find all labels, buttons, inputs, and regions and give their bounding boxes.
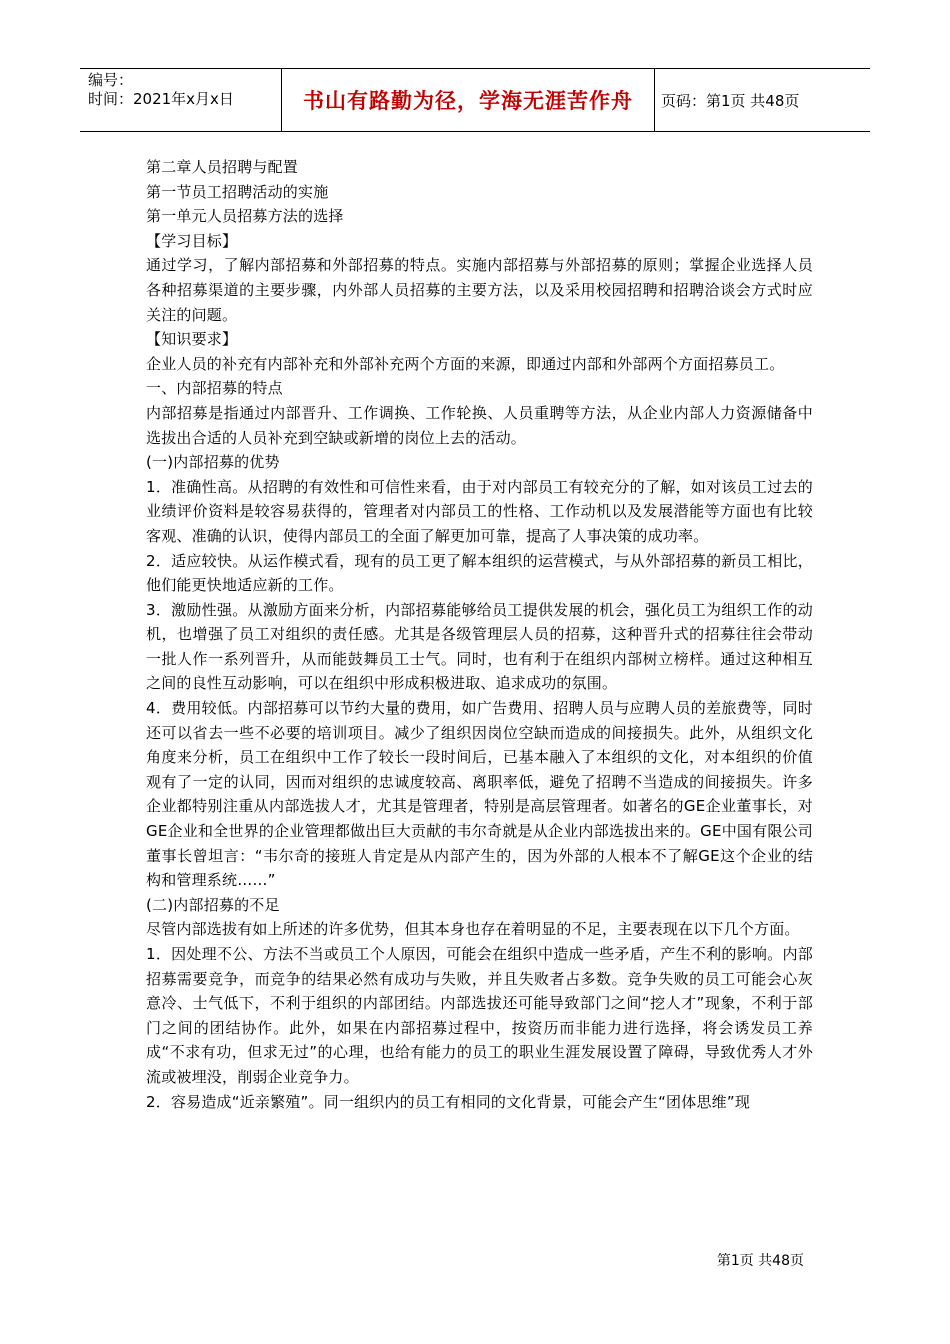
paragraph: 2．容易造成“近亲繁殖”。同一组织内的员工有相同的文化背景，可能会产生“团体思维”现	[146, 1092, 751, 1111]
learning-goals-heading: 【学习目标】	[146, 231, 238, 250]
header-page-label: 页码：第1页 共48页	[661, 91, 800, 110]
paragraph: 4．费用较低。内部招募可以节约大量的费用，如广告费用、招聘人员与应聘人员的差旅费等，同时还可以省去一些不必要的培训项目。减少了组织因岗位空缺而造成的间接损失。此外，从组织文化角度来分析，员工在组织中工作了较长一段时间后，已基本融入了本组织的文化，对本组织的价值观有了一定的认同，因而对组织的忠诚度较高、离职率低，避免了招聘不当造成的间接损失。许多企业都特别注重从内部选拔人才，尤其是管理者，特别是高层管理者。如著名的GE企业董事长，对GE企业和全世界的企业管理都做出巨大贡献的韦尔奇就是从企业内部选拔出来的。GE中国有限公司董事长曾坦言：“韦尔奇的接班人肯定是从内部产生的，因为外部的人根本不了解GE这个企业的结构和管理系统……”	[146, 699, 813, 890]
page-footer: 第1页 共48页	[716, 1253, 804, 1269]
knowledge-requirements-heading: 【知识要求】	[146, 330, 238, 349]
unit-title: 第一单元人员招募方法的选择	[146, 207, 344, 226]
document-number-label: 编号：	[88, 71, 134, 89]
header-motto: 书山有路勤为径，学海无涯苦作舟	[282, 69, 655, 131]
page-header	[80, 68, 870, 132]
paragraph: 通过学习，了解内部招募和外部招募的特点。实施内部招募与外部招募的原则；掌握企业选择人员各种招募渠道的主要步骤，内外部人员招募的主要方法，以及采用校园招聘和招聘洽谈会方式时应关注的问题。	[146, 256, 813, 324]
paragraph: 1．准确性高。从招聘的有效性和可信性来看，由于对内部员工有较充分的了解，如对该员工过去的业绩评价资料是较容易获得的，管理者对内部员工的性格、工作动机以及发展潜能等方面也有比较客观、准确的认识，使得内部员工的全面了解更加可靠，提高了人事决策的成功率。	[146, 477, 813, 545]
paragraph: 企业人员的补充有内部补充和外部补充两个方面的来源，即通过内部和外部两个方面招募员工。	[146, 354, 785, 373]
paragraph: 2．适应较快。从运作模式看，现有的员工更了解本组织的运营模式，与从外部招募的新员工相比，他们能更快地适应新的工作。	[146, 551, 813, 595]
section-title: 第一节员工招聘活动的实施	[146, 182, 329, 201]
subsection-heading: (一)内部招募的优势	[146, 453, 280, 472]
document-date-label: 时间：2021年x月x日	[88, 90, 234, 108]
subsection-heading: (二)内部招募的不足	[146, 895, 280, 914]
paragraph: 内部招募是指通过内部晋升、工作调换、工作轮换、人员重聘等方法，从企业内部人力资源储备中选拔出合适的人员补充到空缺或新增的岗位上去的活动。	[146, 403, 813, 447]
paragraph: 尽管内部选拔有如上所述的许多优势，但其本身也存在着明显的不足，主要表现在以下几个方面。	[146, 920, 800, 939]
header-meta	[80, 69, 282, 131]
paragraph: 3．激励性强。从激励方面来分析，内部招募能够给员工提供发展的机会，强化员工为组织工作的动机，也增强了员工对组织的责任感。尤其是各级管理层人员的招募，这种晋升式的招募往往会带动一批人作一系列晋升，从而能鼓舞员工士气。同时，也有利于在组织内部树立榜样。通过这种相互之间的良性互动影响，可以在组织中形成积极进取、追求成功的氛围。	[146, 600, 813, 693]
document-body	[146, 155, 813, 1114]
paragraph: 1．因处理不公、方法不当或员工个人原因，可能会在组织中造成一些矛盾，产生不利的影响。内部招募需要竞争，而竞争的结果必然有成功与失败，并且失败者占多数。竞争失败的员工可能会心灰意冷、士气低下，不利于组织的内部团结。内部选拔还可能导致部门之间“挖人才”现象，不利于部门之间的团结协作。此外，如果在内部招募过程中，按资历而非能力进行选择，将会诱发员工养成“不求有功，但求无过”的心理，也给有能力的员工的职业生涯发展设置了障碍，导致优秀人才外流或被埋没，削弱企业竞争力。	[146, 945, 813, 1086]
subsection-heading: 一、内部招募的特点	[146, 379, 283, 398]
chapter-title: 第二章人员招聘与配置	[146, 158, 299, 176]
